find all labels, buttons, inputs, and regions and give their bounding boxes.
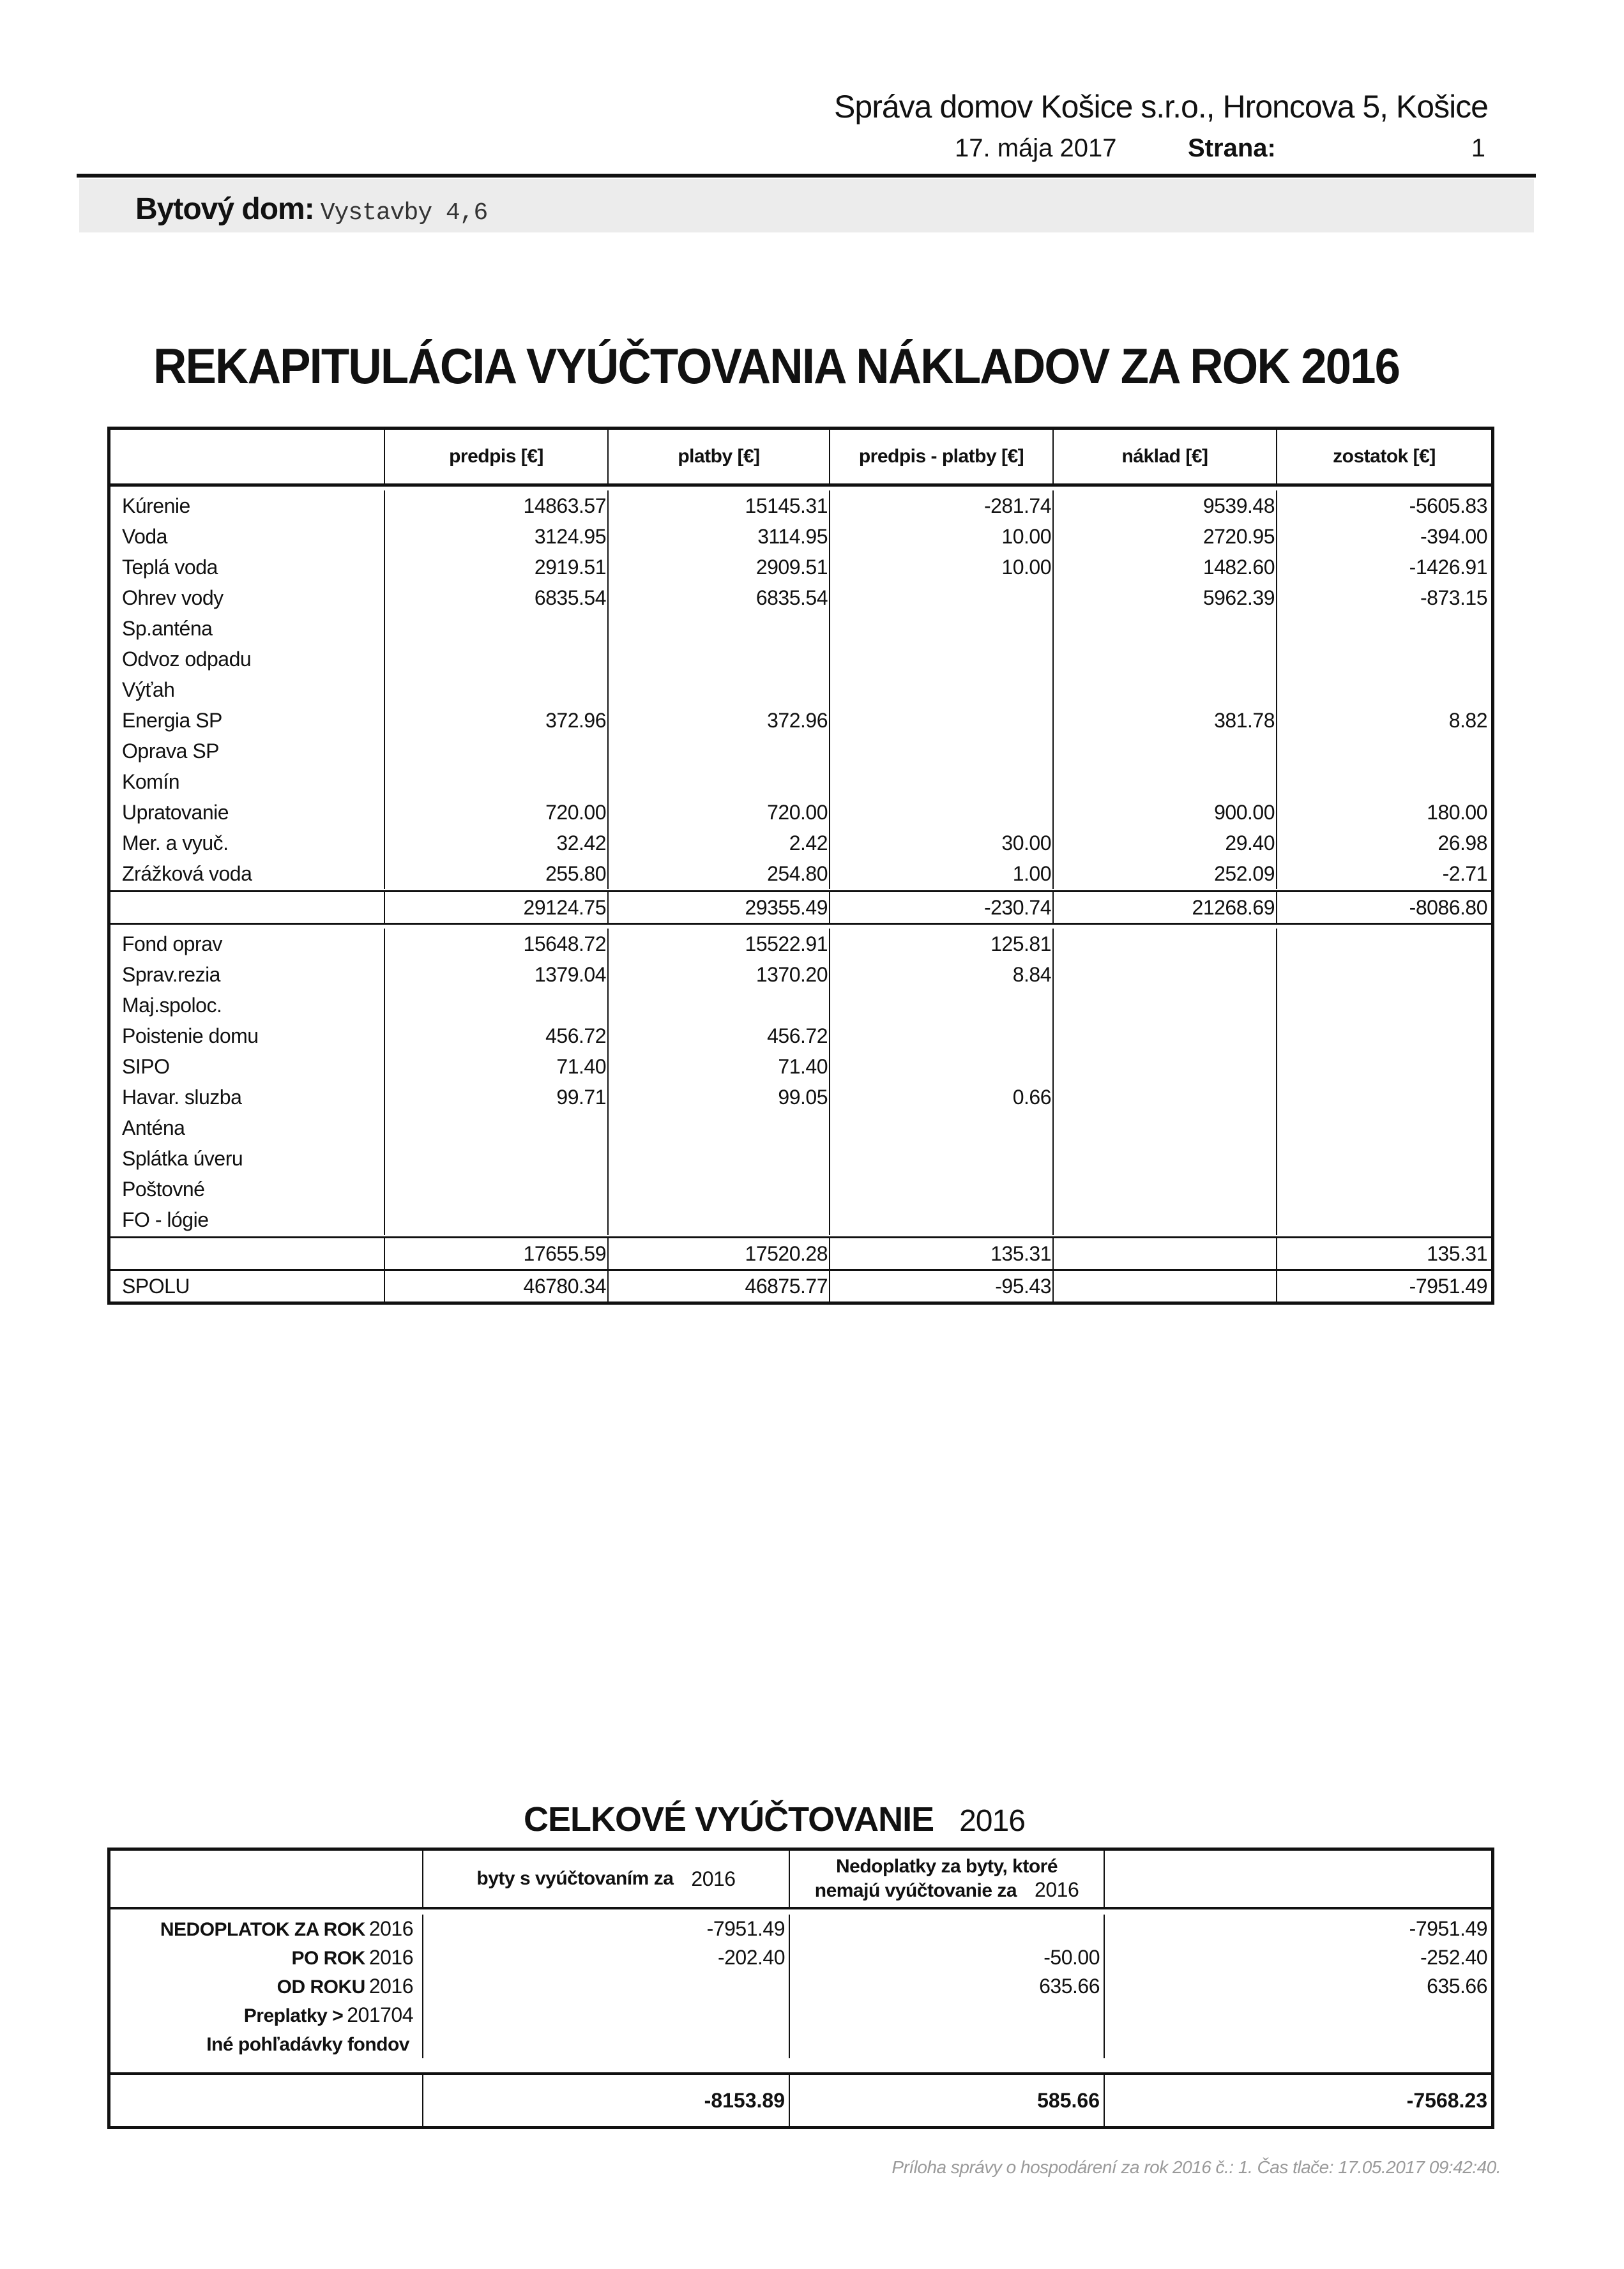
row-label: Havar. sluzba <box>110 1082 385 1112</box>
cell-naklad <box>1054 613 1277 644</box>
cell-zostatok <box>1277 990 1491 1021</box>
summary-cell-col2 <box>790 2030 1105 2058</box>
summary-cell-col3: -7951.49 <box>1409 1917 1487 1940</box>
cell-naklad <box>1054 766 1277 797</box>
cell-predpis: 32.42 <box>385 828 609 858</box>
summary-row-label-text: Preplatky > <box>243 2005 344 2026</box>
grand-total <box>110 1271 1491 1301</box>
cell-predpis: 17655.59 <box>385 1238 609 1269</box>
cell-predpis <box>385 990 609 1021</box>
cell-naklad: 1482.60 <box>1054 552 1277 582</box>
summary-row <box>110 1915 1491 1943</box>
summary-row-label-text: Iné pohľadávky fondov <box>206 2034 409 2055</box>
table-row <box>110 674 1491 705</box>
col2-label-line1: Nedoplatky za byty, ktoré <box>835 1856 1058 1877</box>
row-label: Maj.spoloc. <box>110 990 385 1021</box>
cell-zostatok: -873.15 <box>1420 586 1487 609</box>
cell-predpis: 15648.72 <box>385 929 609 959</box>
summary-col-without-billing <box>790 1851 1105 1907</box>
cell-predpis: 99.71 <box>385 1082 609 1112</box>
cell-rozdiel <box>830 1174 1054 1204</box>
cell-platby: 2.42 <box>609 828 830 858</box>
row-label: Teplá voda <box>110 552 385 582</box>
subtotal-services <box>110 892 1491 925</box>
row-label: Fond oprav <box>110 929 385 959</box>
row-label: Upratovanie <box>110 797 385 828</box>
cell-predpis: 3124.95 <box>385 521 609 552</box>
cell-platby: 1370.20 <box>609 959 830 990</box>
cell-platby: 456.72 <box>609 1021 830 1051</box>
table-row <box>110 858 1491 889</box>
cell-zostatok: -2.71 <box>1442 862 1487 885</box>
table-row <box>110 766 1491 797</box>
cell-predpis <box>385 1174 609 1204</box>
cell-rozdiel <box>830 674 1054 705</box>
table-row <box>110 1143 1491 1174</box>
table-header <box>110 430 1491 487</box>
summary-col-with-billing <box>423 1851 790 1907</box>
cell-platby: 6835.54 <box>609 582 830 613</box>
cell-platby: 29355.49 <box>609 892 830 923</box>
cell-predpis <box>385 1143 609 1174</box>
summary-cell-col2 <box>790 2001 1105 2030</box>
cell-naklad <box>1054 736 1277 766</box>
cell-platby: 71.40 <box>609 1051 830 1082</box>
cell-rozdiel <box>830 644 1054 674</box>
table-row <box>110 990 1491 1021</box>
cell-zostatok: -8086.80 <box>1409 896 1487 919</box>
cell-platby <box>609 1143 830 1174</box>
cell-rozdiel <box>830 705 1054 736</box>
row-label: Komín <box>110 766 385 797</box>
cell-platby: 15145.31 <box>609 490 830 521</box>
cell-rozdiel: 0.66 <box>830 1082 1054 1112</box>
cell-naklad <box>1054 1112 1277 1143</box>
cell-rozdiel <box>830 582 1054 613</box>
summary-cell-col3 <box>1105 2030 1491 2058</box>
cell-naklad <box>1054 1238 1277 1269</box>
cell-platby: 17520.28 <box>609 1238 830 1269</box>
row-label: Splátka úveru <box>110 1143 385 1174</box>
header-rule <box>77 174 1536 178</box>
summary-col-label <box>110 1851 423 1907</box>
cell-rozdiel <box>830 990 1054 1021</box>
cell-zostatok <box>1277 1174 1491 1204</box>
summary-cell-col1 <box>423 2001 790 2030</box>
row-label <box>110 892 385 923</box>
cell-predpis: 71.40 <box>385 1051 609 1082</box>
page-number: 1 <box>1471 134 1485 162</box>
cell-naklad: 381.78 <box>1054 705 1277 736</box>
row-label: Poistenie domu <box>110 1021 385 1051</box>
row-label: SIPO <box>110 1051 385 1082</box>
col-header-platby: platby [€] <box>609 430 830 483</box>
cell-rozdiel <box>830 1143 1054 1174</box>
cell-rozdiel: 10.00 <box>830 552 1054 582</box>
row-label: Sp.anténa <box>110 613 385 644</box>
col1-label: byty s vyúčtovaním za <box>476 1868 674 1889</box>
print-date: 17. mája 2017 <box>955 134 1117 162</box>
row-label: Energia SP <box>110 705 385 736</box>
cell-predpis: 372.96 <box>385 705 609 736</box>
cell-zostatok: 180.00 <box>1427 801 1487 824</box>
cell-predpis: 46780.34 <box>385 1271 609 1301</box>
col2-year: 2016 <box>1035 1878 1079 1901</box>
cell-naklad <box>1054 1271 1277 1301</box>
summary-row-label <box>110 1943 423 1972</box>
table-row <box>110 1082 1491 1112</box>
cell-predpis <box>385 736 609 766</box>
company-name: Správa domov Košice s.r.o., Hroncova 5, Košice <box>834 89 1488 125</box>
row-label: SPOLU <box>110 1271 385 1301</box>
table-row <box>110 521 1491 552</box>
col-header-predpis: predpis [€] <box>385 430 609 483</box>
cell-naklad <box>1054 929 1277 959</box>
building <box>135 192 487 227</box>
cell-rozdiel <box>830 766 1054 797</box>
table-row <box>110 892 1491 923</box>
summary-row-label <box>110 1972 423 2001</box>
cell-naklad <box>1054 1051 1277 1082</box>
cell-rozdiel: -230.74 <box>830 892 1054 923</box>
table-row <box>110 613 1491 644</box>
table-row <box>110 705 1491 736</box>
cell-zostatok <box>1277 644 1491 674</box>
row-label: Kúrenie <box>110 490 385 521</box>
footer-note: Príloha správy o hospodárení za rok 2016 č.: 1. Čas tlače: 17.05.2017 09:42:40. <box>892 2157 1501 2177</box>
cell-zostatok <box>1277 766 1491 797</box>
cell-platby <box>609 644 830 674</box>
cell-platby <box>609 613 830 644</box>
cell-naklad: 252.09 <box>1054 858 1277 889</box>
col2-label-line2: nemajú vyúčtovanie za <box>814 1880 1017 1901</box>
cell-predpis: 1379.04 <box>385 959 609 990</box>
col-header-rozdiel: predpis - platby [€] <box>830 430 1054 483</box>
summary-cell-col1: -202.40 <box>423 1943 790 1972</box>
table-row <box>110 1271 1491 1301</box>
cell-predpis: 14863.57 <box>385 490 609 521</box>
cell-predpis: 456.72 <box>385 1021 609 1051</box>
cell-rozdiel <box>830 1112 1054 1143</box>
cell-naklad <box>1054 674 1277 705</box>
table-row <box>110 828 1491 858</box>
cell-platby <box>609 1174 830 1204</box>
cost-recap-table <box>107 427 1494 1305</box>
table-row <box>110 1112 1491 1143</box>
table-row <box>110 929 1491 959</box>
cell-predpis <box>385 674 609 705</box>
summary-cell-col1 <box>423 2030 790 2058</box>
table-row <box>110 644 1491 674</box>
row-label: Mer. a vyuč. <box>110 828 385 858</box>
cell-zostatok <box>1277 736 1491 766</box>
table-row <box>110 1021 1491 1051</box>
table-row <box>110 959 1491 990</box>
cell-predpis <box>385 766 609 797</box>
table-row <box>110 552 1491 582</box>
cell-zostatok: -394.00 <box>1420 525 1487 548</box>
summary-col-total <box>1105 1851 1491 1907</box>
summary-cell-col3 <box>1105 2001 1491 2030</box>
summary-row-year: 2016 <box>368 1917 413 1940</box>
row-label: Zrážková voda <box>110 858 385 889</box>
cell-platby <box>609 674 830 705</box>
summary-title-text: CELKOVÉ VYÚČTOVANIE <box>524 1800 934 1839</box>
col-header-naklad: náklad [€] <box>1054 430 1277 483</box>
cell-platby: 3114.95 <box>609 521 830 552</box>
summary-cell-col2: -50.00 <box>790 1943 1105 1972</box>
summary-row-label-text: OD ROKU <box>277 1977 365 1998</box>
cell-zostatok <box>1277 1051 1491 1082</box>
table-row <box>110 797 1491 828</box>
row-label <box>110 1238 385 1269</box>
summary-total-label <box>110 2075 423 2126</box>
cell-naklad <box>1054 1143 1277 1174</box>
summary-row <box>110 2001 1491 2030</box>
summary-cell-col3: -252.40 <box>1420 1946 1487 1969</box>
cell-rozdiel <box>830 736 1054 766</box>
cell-rozdiel <box>830 797 1054 828</box>
summary-row <box>110 2030 1491 2058</box>
cell-predpis: 2919.51 <box>385 552 609 582</box>
row-label: Sprav.rezia <box>110 959 385 990</box>
cell-zostatok <box>1277 1143 1491 1174</box>
cell-predpis: 255.80 <box>385 858 609 889</box>
cell-naklad: 29.40 <box>1054 828 1277 858</box>
section-services <box>110 487 1491 892</box>
cell-platby <box>609 1112 830 1143</box>
cell-zostatok <box>1277 1082 1491 1112</box>
summary-cell-col1 <box>423 1972 790 2001</box>
summary-cell-col1: -7951.49 <box>423 1915 790 1943</box>
row-label: Oprava SP <box>110 736 385 766</box>
summary-total-col3: -7568.23 <box>1406 2089 1487 2112</box>
page-title: REKAPITULÁCIA VYÚČTOVANIA NÁKLADOV ZA ROK 2016 <box>153 338 1400 394</box>
cell-platby: 2909.51 <box>609 552 830 582</box>
building-value: Vystavby 4,6 <box>320 199 488 227</box>
cell-naklad <box>1054 1204 1277 1235</box>
summary-row-label-text: NEDOPLATOK ZA ROK <box>160 1919 365 1940</box>
table-row <box>110 490 1491 521</box>
cell-platby: 720.00 <box>609 797 830 828</box>
cell-naklad <box>1054 959 1277 990</box>
cell-zostatok <box>1277 674 1491 705</box>
summary-cell-col3: 635.66 <box>1427 1975 1487 1998</box>
cell-rozdiel: 10.00 <box>830 521 1054 552</box>
cell-rozdiel: 135.31 <box>830 1238 1054 1269</box>
summary-title <box>524 1800 1025 1839</box>
cell-zostatok <box>1277 1204 1491 1235</box>
table-row <box>110 582 1491 613</box>
cell-predpis <box>385 1204 609 1235</box>
row-label: Voda <box>110 521 385 552</box>
cell-naklad: 9539.48 <box>1054 490 1277 521</box>
summary-row-label-text: PO ROK <box>291 1948 365 1969</box>
cell-naklad: 2720.95 <box>1054 521 1277 552</box>
cell-zostatok <box>1277 1112 1491 1143</box>
page-label: Strana: <box>1188 134 1276 162</box>
cell-rozdiel <box>830 1021 1054 1051</box>
summary-row-year: 201704 <box>347 2003 413 2026</box>
summary-total-col1: -8153.89 <box>423 2075 790 2126</box>
cell-naklad <box>1054 644 1277 674</box>
row-label: Ohrev vody <box>110 582 385 613</box>
building-label: Bytový dom: <box>135 192 314 226</box>
cell-zostatok: 8.82 <box>1448 709 1487 732</box>
cell-platby: 372.96 <box>609 705 830 736</box>
cell-platby <box>609 736 830 766</box>
cell-rozdiel <box>830 613 1054 644</box>
col1-year: 2016 <box>691 1867 736 1890</box>
cell-naklad <box>1054 990 1277 1021</box>
cell-zostatok <box>1277 613 1491 644</box>
cell-predpis <box>385 613 609 644</box>
cell-rozdiel <box>830 1051 1054 1082</box>
row-label: Anténa <box>110 1112 385 1143</box>
cell-platby: 15522.91 <box>609 929 830 959</box>
summary-title-year: 2016 <box>959 1804 1025 1838</box>
cell-zostatok <box>1277 959 1491 990</box>
cell-rozdiel: 125.81 <box>830 929 1054 959</box>
summary-row-year: 2016 <box>368 1975 413 1998</box>
summary-total-col2: 585.66 <box>790 2075 1105 2126</box>
cell-zostatok <box>1277 1021 1491 1051</box>
cell-platby: 254.80 <box>609 858 830 889</box>
table-row <box>110 736 1491 766</box>
subtotal-funds <box>110 1238 1491 1271</box>
summary-row <box>110 1943 1491 1972</box>
cell-zostatok <box>1277 929 1491 959</box>
cell-predpis <box>385 644 609 674</box>
summary-table <box>107 1848 1494 2129</box>
table-row <box>110 1174 1491 1204</box>
summary-totals <box>110 2075 1491 2126</box>
row-label: Výťah <box>110 674 385 705</box>
cell-predpis: 720.00 <box>385 797 609 828</box>
cell-predpis: 6835.54 <box>385 582 609 613</box>
summary-header <box>110 1851 1491 1909</box>
row-label: Poštovné <box>110 1174 385 1204</box>
cell-platby: 99.05 <box>609 1082 830 1112</box>
cell-rozdiel: 30.00 <box>830 828 1054 858</box>
cell-naklad: 21268.69 <box>1054 892 1277 923</box>
table-row <box>110 1204 1491 1235</box>
cell-platby <box>609 766 830 797</box>
summary-row-label <box>110 1915 423 1943</box>
cell-platby <box>609 1204 830 1235</box>
cell-zostatok: -5605.83 <box>1409 494 1487 517</box>
cell-rozdiel: -281.74 <box>830 490 1054 521</box>
cell-predpis <box>385 1112 609 1143</box>
cell-rozdiel: 1.00 <box>830 858 1054 889</box>
cell-predpis: 29124.75 <box>385 892 609 923</box>
col-header-zostatok: zostatok [€] <box>1333 446 1436 467</box>
summary-cell-col2: 635.66 <box>790 1972 1105 2001</box>
summary-row-year: 2016 <box>368 1946 413 1969</box>
cell-platby: 46875.77 <box>609 1271 830 1301</box>
cell-zostatok: 135.31 <box>1427 1242 1487 1265</box>
cell-zostatok: -7951.49 <box>1409 1275 1487 1298</box>
row-label: Odvoz odpadu <box>110 644 385 674</box>
summary-body <box>110 1909 1491 2075</box>
col-header-item <box>110 430 385 483</box>
table-row <box>110 1051 1491 1082</box>
cell-rozdiel: -95.43 <box>830 1271 1054 1301</box>
summary-cell-col2 <box>790 1915 1105 1943</box>
cell-naklad: 900.00 <box>1054 797 1277 828</box>
row-label: FO - lógie <box>110 1204 385 1235</box>
section-funds <box>110 925 1491 1238</box>
summary-row-label <box>110 2030 423 2058</box>
cell-rozdiel: 8.84 <box>830 959 1054 990</box>
cell-platby <box>609 990 830 1021</box>
cell-rozdiel <box>830 1204 1054 1235</box>
table-row <box>110 1238 1491 1269</box>
cell-zostatok: -1426.91 <box>1409 556 1487 579</box>
cell-naklad <box>1054 1021 1277 1051</box>
cell-zostatok: 26.98 <box>1438 831 1487 854</box>
summary-row-label <box>110 2001 423 2030</box>
cell-naklad <box>1054 1082 1277 1112</box>
cell-naklad <box>1054 1174 1277 1204</box>
summary-row <box>110 1972 1491 2001</box>
cell-naklad: 5962.39 <box>1054 582 1277 613</box>
